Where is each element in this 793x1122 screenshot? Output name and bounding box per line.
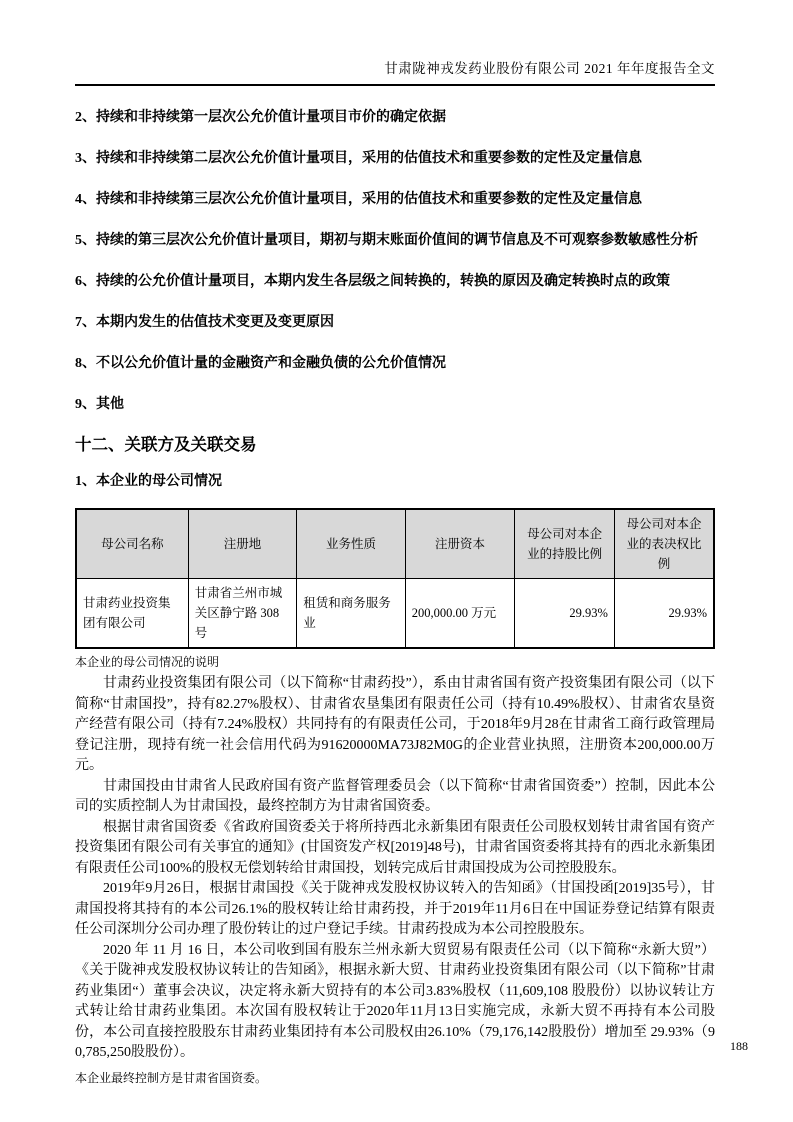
cell-registered-capital: 200,000.00 万元 [405, 579, 515, 649]
cell-parent-name: 甘肃药业投资集团有限公司 [76, 579, 188, 649]
table-row [76, 579, 714, 649]
column-header: 母公司名称 [76, 509, 188, 579]
section-heading-related-parties: 十二、关联方及关联交易 [75, 435, 257, 454]
cell-business-nature: 租赁和商务服务业 [297, 579, 405, 649]
paragraph: 2019年9月26日，根据甘肃国投《关于陇神戎发股权协议转入的告知函》（甘国投函[2019]35号），甘肃国投将其持有的本公司26.1%的股权转让给甘肃药投，并于2019年11月6日在中国证券登记结算有限责任公司深圳分公司办理了股份转让的过户登记手续。甘肃药投成为本公司控股股东。 [75, 881, 715, 937]
paragraph: 根据甘肃省国资委《省政府国资委关于将所持西北永新集团有限责任公司股权划转甘肃省国有资产投资集团有限公司有关事宜的通知》(甘国资发产权[2019]48号)，甘肃省国资委将其持有的西北永新集团有限责任公司100%的股权无偿划转给甘肃国投，划转完成后甘肃国投成为公司控股股东。 [75, 819, 715, 876]
table-header-row [76, 509, 714, 579]
outline-item: 9、其他 [75, 397, 124, 412]
column-header: 母公司对本企业的表决权比例 [614, 509, 714, 579]
subsection-heading-parent-company: 1、本企业的母公司情况 [75, 474, 222, 489]
outline-item: 5、持续的第三层次公允价值计量项目，期初与期末账面价值间的调节信息及不可观察参数敏感性分析 [75, 233, 698, 248]
table-explanation-label: 本企业的母公司情况的说明 [75, 655, 220, 669]
page-number: 188 [730, 1039, 748, 1053]
outline-item: 7、本期内发生的估值技术变更及变更原因 [75, 315, 334, 330]
outline-item: 4、持续和非持续第三层次公允价值计量项目，采用的估值技术和重要参数的定性及定量信息 [75, 192, 642, 207]
parent-company-table [75, 508, 715, 649]
explanation-paragraphs [75, 674, 715, 1064]
column-header: 注册地 [188, 509, 296, 579]
outline-item: 2、持续和非持续第一层次公允价值计量项目市价的确定依据 [75, 110, 446, 125]
paragraph: 甘肃药业投资集团有限公司（以下简称“甘肃药投”），系由甘肃省国有资产投资集团有限公司（以下简称“甘肃国投”，持有82.27%股权）、甘肃省农垦集团有限责任公司（持有10.49%股权）、甘肃省农垦资产经营有限公司（持有7.24%股权）共同持有的有限责任公司，于2018年9月28在甘肃省工商行政管理局登记注册，现持有统一社会信用代码为91620000MA73J82M0G的企业营业执照，注册资本200,000.00万元。 [75, 676, 715, 773]
cell-shareholding-ratio: 29.93% [515, 579, 615, 649]
outline-item: 8、不以公允价值计量的金融资产和金融负债的公允价值情况 [75, 356, 446, 371]
ultimate-controller-note: 本企业最终控制方是甘肃省国资委。 [75, 1070, 268, 1085]
column-header: 母公司对本企业的持股比例 [515, 509, 615, 579]
paragraph: 2020 年 11 月 16 日，本公司收到国有股东兰州永新大贸贸易有限责任公司（以下简称“永新大贸”）《关于陇神戎发股权协议转让的告知函》，根据永新大贸、甘肃药业投资集团有限公司（以下简称”甘肃药业集团“）董事会决议，决定将永新大贸持有的本公司3.83%股权（11,609,108 股股份）以协议转让方式转让给甘肃药业集团。本次国有股权转让于2020年11月13日实施完成，永新大贸不再持有本公司股份，本公司直接控股股东甘肃药业集团持有本公司股权由26.10%（79,176,142股股份）增加至 29.93%（90,785,250股股份）。 [75, 942, 715, 1060]
report-page-content [75, 0, 715, 1086]
page-header-title: 甘肃陇神戎发药业股份有限公司 2021 年年度报告全文 [75, 0, 715, 86]
column-header: 注册资本 [405, 509, 515, 579]
column-header: 业务性质 [297, 509, 405, 579]
cell-registered-address: 甘肃省兰州市城关区静宁路 308 号 [188, 579, 296, 649]
outline-item: 6、持续的公允价值计量项目，本期内发生各层级之间转换的，转换的原因及确定转换时点的政策 [75, 274, 670, 289]
outline-list [75, 108, 715, 414]
outline-item: 3、持续和非持续第二层次公允价值计量项目，采用的估值技术和重要参数的定性及定量信息 [75, 151, 642, 166]
paragraph: 甘肃国投由甘肃省人民政府国有资产监督管理委员会（以下简称“甘肃省国资委”）控制，因此本公司的实质控制人为甘肃国投，最终控制方为甘肃省国资委。 [75, 778, 715, 814]
cell-voting-ratio: 29.93% [614, 579, 714, 649]
